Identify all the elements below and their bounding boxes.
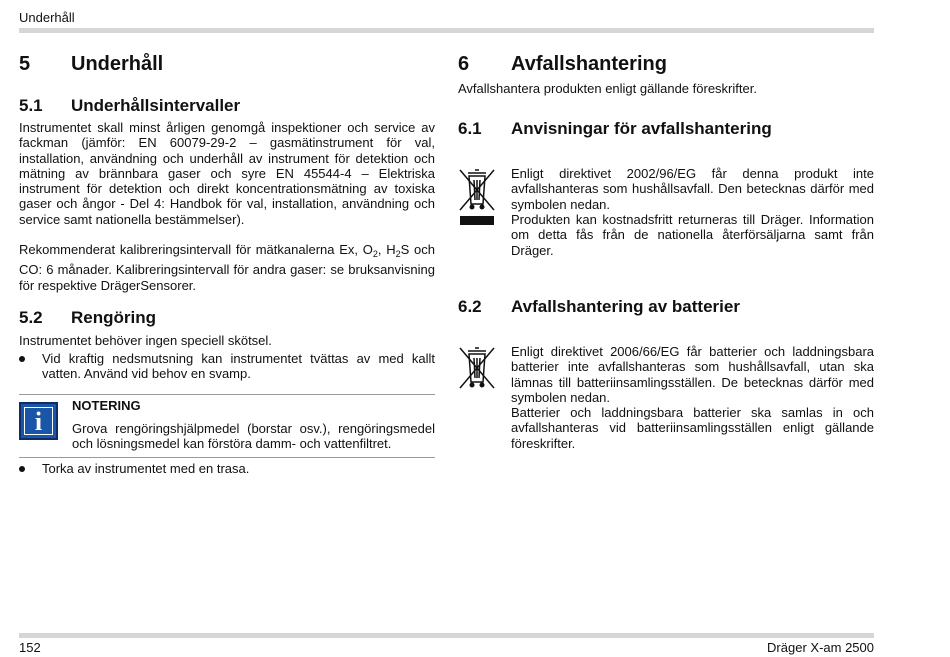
section-6-2-number: 6.2 bbox=[458, 297, 482, 316]
bullet-dot bbox=[19, 356, 25, 362]
section-5-2-number: 5.2 bbox=[19, 308, 43, 327]
section-6-1-heading bbox=[458, 119, 874, 141]
bullet-text: Vid kraftig nedsmutsning kan instrumentet tvättas av med kallt vatten. Använd vid behov en svamp. bbox=[42, 351, 435, 382]
note-top-divider bbox=[19, 394, 435, 395]
list-item bbox=[19, 461, 435, 477]
bullet-dot bbox=[19, 466, 25, 472]
battery-collection-paragraph: Batterier och laddningsbara batterier ska samlas in och avfallshanteras vid batteriinsamlingsställen enligt gällande föreskrifter. bbox=[511, 405, 874, 451]
section-6-title: Avfallshantering bbox=[511, 53, 667, 75]
note-title: NOTERING bbox=[72, 398, 141, 413]
directive-paragraph: Enligt direktivet 2002/96/EG får denna produkt inte avfallshanteras som hushållsavfall. Den betecknas därför med symbolen nedan. bbox=[511, 166, 874, 212]
info-icon: i bbox=[19, 402, 58, 440]
section-5-1-number: 5.1 bbox=[19, 96, 43, 115]
disposal-intro: Avfallshantera produkten enligt gällande föreskrifter. bbox=[458, 81, 757, 96]
section-5-1-title: Underhållsintervaller bbox=[71, 96, 241, 115]
section-6-1-number: 6.1 bbox=[458, 119, 482, 138]
cleaning-intro: Instrumentet behöver ingen speciell skötsel. bbox=[19, 333, 272, 348]
section-5-2-heading bbox=[19, 308, 435, 330]
section-5-1-heading bbox=[19, 96, 435, 118]
section-6-number: 6 bbox=[458, 53, 470, 75]
running-header: Underhåll bbox=[19, 10, 75, 25]
bullet-text: Torka av instrumentet med en trasa. bbox=[42, 461, 250, 476]
list-item bbox=[19, 351, 435, 383]
product-name: Dräger X-am 2500 bbox=[767, 640, 874, 655]
maintenance-interval-paragraph: Instrumentet skall minst årligen genomgå inspektioner och service av fackman (jämför: EN 60079-29-2 – gasmätinstrument för val, installation, användning och underhåll av instrument för detektion och mätning av brännbara gaser och syre EN 45544-4 – Elektriska instrument för detektion och direkt koncentrationsmätning av toxiska gaser och ångor - Del 4: Handbok för val, installation, användning och service samt nationella bestämmelser). bbox=[19, 120, 435, 227]
section-6-2-title: Avfallshantering av batterier bbox=[511, 297, 740, 316]
return-paragraph: Produkten kan kostnadsfritt returneras till Dräger. Information om detta fås från de nationella återförsäljarna samt från Dräger. bbox=[511, 212, 874, 258]
crossed-out-battery-bin-icon bbox=[458, 346, 496, 390]
note-text: Grova rengöringshjälpmedel (borstar osv.), rengöringsmedel och lösningsmedel kan förstöra damm- och vattenfiltret. bbox=[72, 421, 435, 452]
battery-directive-paragraph: Enligt direktivet 2006/66/EG får batterier och laddningsbara batterier inte avfallshanteras som hushållsavfall, utan ska lämnas till batteriinsamlingsställen. De betecknas därför med symbolen nedan. bbox=[511, 344, 874, 405]
section-6-heading bbox=[458, 53, 874, 79]
page-number: 152 bbox=[19, 640, 41, 655]
section-5-2-title: Rengöring bbox=[71, 308, 156, 327]
section-5-number: 5 bbox=[19, 53, 31, 75]
calibration-paragraph: Rekommenderat kalibreringsintervall för mätkanalerna Ex, $O_2$, $H_2S$ och CO: 6 månader. Kalibreringsintervall för andra gaser: se bruksanvisning för respektive DrägerSensorer. bbox=[19, 242, 435, 293]
section-6-1-title: Anvisningar för avfallshantering bbox=[511, 119, 772, 138]
section-5-heading bbox=[19, 53, 435, 79]
crossed-out-bin-icon bbox=[458, 168, 496, 228]
section-5-title: Underhåll bbox=[71, 53, 164, 75]
note-bottom-divider bbox=[19, 457, 435, 458]
header-rule bbox=[19, 28, 874, 33]
section-6-2-heading bbox=[458, 297, 874, 319]
footer-rule bbox=[19, 633, 874, 638]
